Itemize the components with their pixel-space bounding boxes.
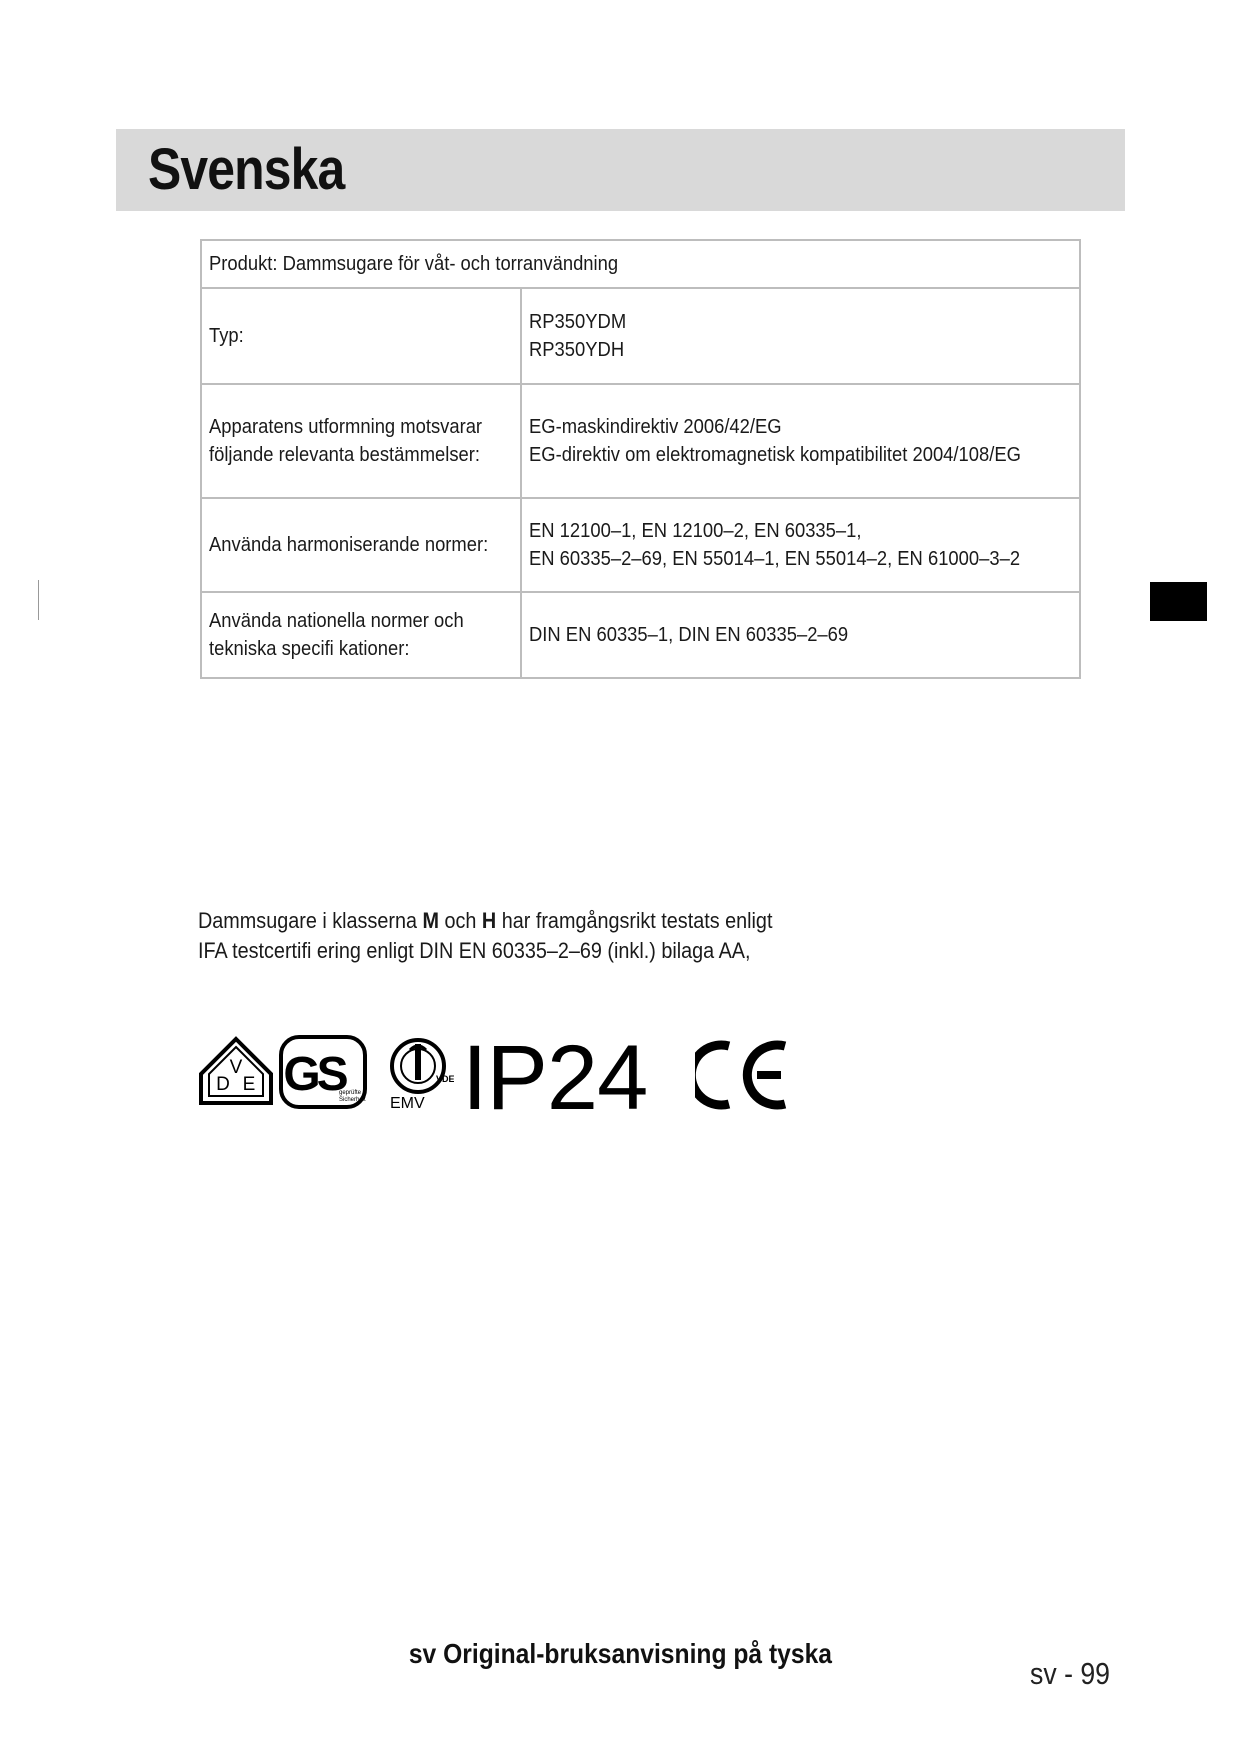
table-row-product [201,240,1080,288]
statement-text: har framgångsrikt testats enligt [496,908,773,933]
ce-mark-icon [695,1040,795,1110]
harmonised-value-line: EN 60335–2–69, EN 55014–1, EN 55014–2, EN 61000–3–2 [528,548,1020,570]
class-m: M [422,908,439,933]
section-tab-marker [1150,582,1207,621]
certification-statement [198,906,772,966]
table-row-harmonised [201,498,1080,592]
table-row-national [201,592,1080,678]
vde-mark-icon [198,1036,274,1106]
vde-letter-v: V [229,1057,243,1078]
national-value: DIN EN 60335–1, DIN EN 60335–2–69 [528,624,848,646]
harmonised-value-line: EN 12100–1, EN 12100–2, EN 60335–1, [528,520,861,542]
vde-letter-e: E [242,1074,256,1095]
national-label-line: Använda nationella normer och [209,610,464,632]
directives-label-cell [201,384,521,498]
page-title: Svenska [148,137,345,202]
national-label-cell [201,592,521,678]
directives-value-line: EG-maskindirektiv 2006/42/EG [528,416,782,438]
directives-label-line: följande relevanta bestämmelser: [209,444,481,466]
national-value-cell [521,592,1080,678]
directives-label-line: Apparatens utformning motsvarar [209,416,483,438]
product-cell [201,240,1080,288]
directives-value-line: EG-direktiv om elektromagnetisk kompatibilitet 2004/108/EG [528,444,1021,466]
footer-title-text: sv Original-bruksanvisning på tyska [408,1638,833,1669]
statement-text: Dammsugare i klasserna [198,908,423,933]
declaration-table [200,239,1081,679]
statement-text: IFA testcertifi ering enligt DIN EN 60335–2–69 (inkl.) bilaga AA, [198,938,751,963]
language-header [116,129,1125,211]
type-value-line: RP350YDH [528,339,624,361]
emv-vde-text: VDE [436,1074,454,1084]
gs-letters: GS [283,1048,345,1101]
table-row-directives [201,384,1080,498]
emv-mark-icon [388,1030,454,1112]
harmonised-label-cell [201,498,521,592]
statement-text: och [438,908,482,933]
type-label-cell [201,288,521,384]
class-h: H [481,908,497,933]
emv-label: EMV [390,1095,425,1112]
gs-caption-line: geprüfte [339,1090,362,1096]
type-value-line: RP350YDM [528,311,626,333]
product-label: Produkt: Dammsugare för våt- och torranvändning [209,253,619,275]
table-row-type [201,288,1080,384]
type-value-cell [521,288,1080,384]
gs-caption-line: Sicherheit [339,1097,366,1103]
gs-mark-icon [278,1034,368,1110]
type-label: Typ: [209,325,244,347]
directives-value-cell [521,384,1080,498]
national-label-line: tekniska specifi kationer: [209,638,410,660]
margin-mark [38,580,39,620]
page-number: sv - 99 [1030,1656,1111,1691]
harmonised-label: Använda harmoniserande normer: [209,534,489,556]
harmonised-value-cell [521,498,1080,592]
vde-letter-d: D [216,1074,230,1095]
ip-rating: IP24 [462,1027,648,1129]
